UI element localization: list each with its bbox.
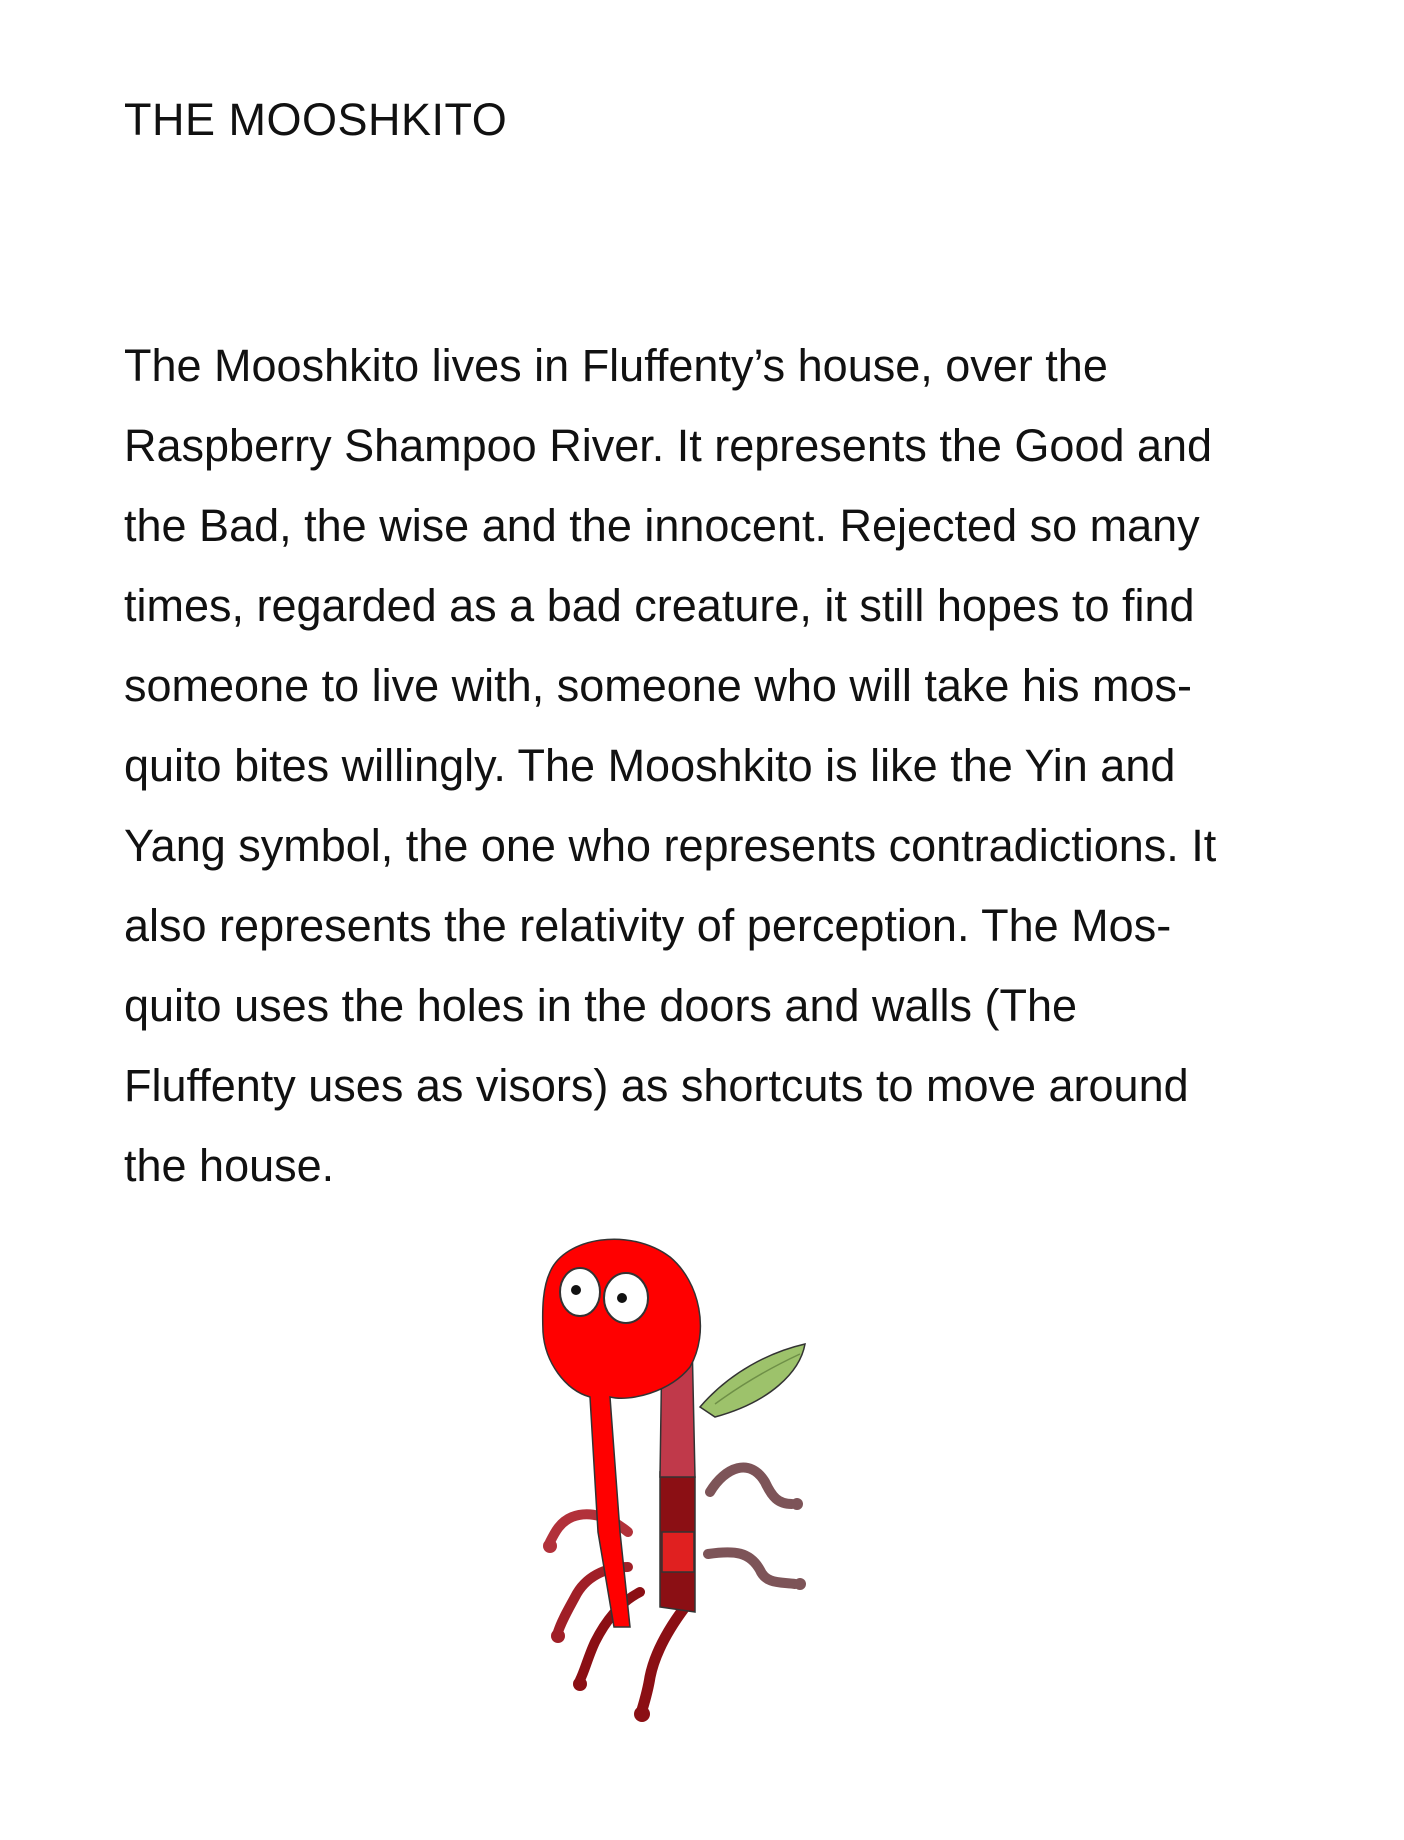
paragraph-line: times, regarded as a bad creature, it still hopes to find — [124, 580, 1195, 631]
paragraph-line: quito bites willingly. The Mooshkito is like the Yin and — [124, 740, 1176, 791]
paragraph-line: the Bad, the wise and the innocent. Rejected so many — [124, 500, 1200, 551]
paragraph-line: Fluffenty uses as visors) as shortcuts to move around — [124, 1060, 1189, 1111]
paragraph-line: quito uses the holes in the doors and walls (The — [124, 980, 1078, 1031]
paragraph-line: The Mooshkito lives in Fluffenty’s house, over the — [124, 340, 1108, 391]
mooshkito-back-legs — [708, 1468, 806, 1590]
paragraph-line: also represents the relativity of perception. The Mos- — [124, 900, 1172, 951]
body-paragraph — [124, 326, 1324, 1206]
paragraph-line: someone to live with, someone who will take his mos- — [124, 660, 1192, 711]
page-title: THE MOOSHKITO — [124, 94, 508, 145]
paragraph-line: the house. — [124, 1140, 335, 1191]
paragraph-line: Raspberry Shampoo River. It represents the Good and — [124, 420, 1213, 471]
paragraph-line: Yang symbol, the one who represents contradictions. It — [124, 820, 1217, 871]
mooshkito-illustration — [510, 1232, 860, 1752]
